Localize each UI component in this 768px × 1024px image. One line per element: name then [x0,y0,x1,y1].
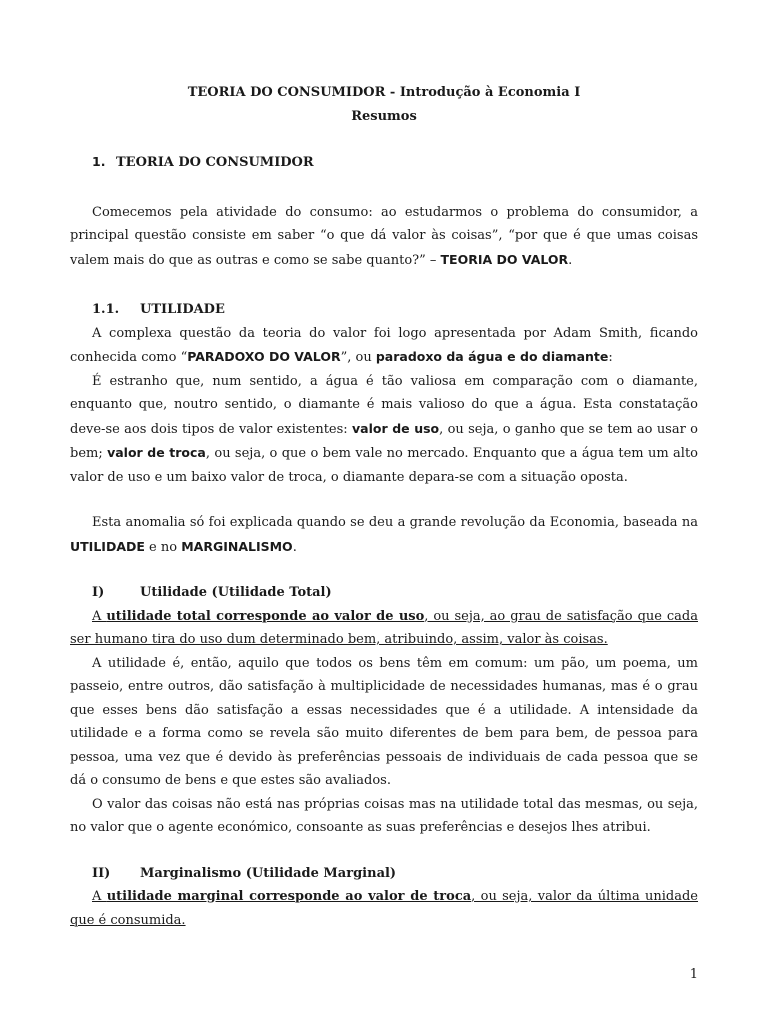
paragraph-value-of-things: O valor das coisas não está nas próprias coisas mas na utilidade total das mesmas, ou seja, no valor que o agente económico, consoante as suas preferências e desejos lhes atribui. [70,796,698,835]
section-1-heading [70,150,698,175]
bold-term: utilidade marginal corresponde ao valor de troca [106,889,472,904]
section-label: UTILIDADE [140,302,225,317]
text: , ou seja, valor da última unidade que é consumida. [70,889,699,928]
bold-term: paradoxo da água e do diamante [375,349,609,364]
bold-term: utilidade total corresponde ao valor de uso [106,608,425,624]
paragraph-marginal-utility [70,885,698,932]
section-1-1-heading [70,298,698,322]
text: : [608,350,613,365]
text: Esta anomalia só foi explicada quando se deu a grande revolução da Economia, baseada na [92,515,698,530]
section-number: 1. [92,154,106,169]
document-subtitle: Resumos [351,108,417,124]
bold-term: MARGINALISMO [181,538,293,554]
text: e no [144,539,182,555]
page-number: 1 [689,967,698,982]
paragraph-paradox [70,322,698,370]
text: A [92,889,107,904]
section-label: Marginalismo (Utilidade Marginal) [140,865,397,881]
text: . [568,252,573,268]
paragraph-value-types [70,370,698,490]
text: , ou seja, o que o bem vale no mercado. Enquanto que a água tem um alto valor de uso e um baixo valor de troca, o diamante depara-se com a situação oposta. [70,446,699,485]
section-II-heading [70,862,698,886]
section-I-heading [70,581,698,605]
paragraph-anomaly [70,511,698,559]
text: , ou seja, ao grau de satisfação que cada ser humano tira do uso dum determinado bem, atribuindo, assim, valor às coisas. [70,608,698,647]
bold-term: TEORIA DO VALOR [440,251,569,267]
paragraph-total-utility [70,605,698,652]
text: Comecemos pela atividade do consumo: ao estudarmos o problema do consumidor, a principal questão consiste em saber “o que dá valor às coisas”, “por que é que umas coisas valem mais do que as outras e como se sabe quanto?” – [70,204,698,268]
section-label: Utilidade (Utilidade Total) [140,585,332,600]
bold-term: valor de troca [107,445,206,460]
text: A [92,608,107,624]
intro-paragraph [70,201,698,273]
section-number: I) [92,585,105,600]
paragraph-utility-common: A utilidade é, então, aquilo que todos os bens têm em comum: um pão, um poema, um passeio, entre outros, dão satisfação à multiplicidade de necessidades humanas, mas é o grau que esses bens dão satisfação a essas necessidades que é a utilidade. A intensidade da utilidade e a forma como se revela são muito diferentes de bem para bem, de pessoa para pessoa, uma vez que é devido às preferências pessoais de individuais de cada pessoa que se dá o consumo de bens e que estes são avaliados. [70,655,698,788]
bold-term: UTILIDADE [70,538,145,554]
text: , ou [347,350,376,365]
text: É estranho que, num sentido, a água é tão valiosa em comparação com o diamante, enquanto que, noutro sentido, o diamante é mais valioso do que a água. Esta constatação deve-se aos dois tipos de valor existentes: [70,373,698,437]
text: . [292,539,297,555]
document-title: TEORIA DO CONSUMIDOR ‑ Introdução à Economia I [187,85,581,100]
text: , ou seja, o ganho que se tem ao usar o bem; [70,421,698,461]
text: ” [340,350,348,365]
bold-term: PARADOXO DO VALOR [187,349,341,364]
section-number: 1.1. [92,302,120,317]
section-label: TEORIA DO CONSUMIDOR [116,155,314,170]
text: A complexa questão da teoria do valor foi logo apresentada por Adam Smith, ficando conhecida como “ [70,325,698,365]
bold-term: valor de uso [352,420,440,436]
page-body [70,81,698,932]
section-number: II) [92,865,111,881]
